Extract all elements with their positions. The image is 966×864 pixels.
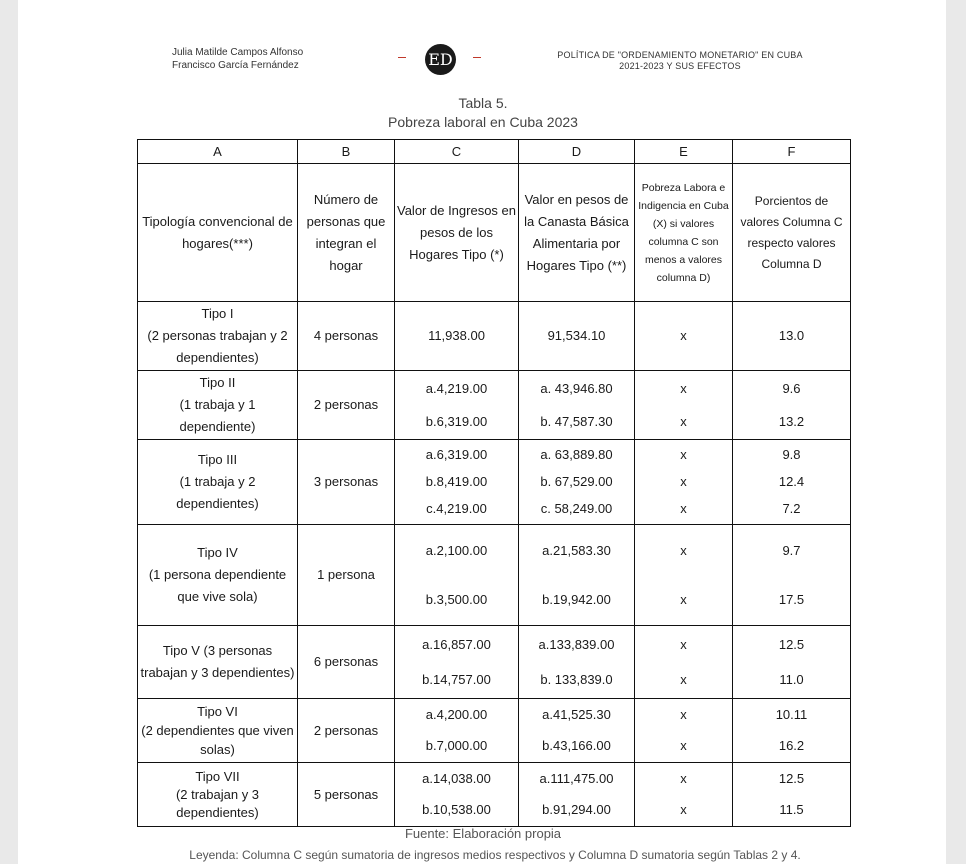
row-porciento xyxy=(733,371,851,440)
value-b: 11.5 xyxy=(779,801,804,817)
header-book-title xyxy=(540,50,820,72)
value-b: b. 67,529.00 xyxy=(540,473,613,489)
value-b: 16.2 xyxy=(778,737,805,753)
row-pobreza xyxy=(635,371,733,440)
value-a: a. 63,889.80 xyxy=(540,446,613,462)
value-a: 12.5 xyxy=(778,771,805,787)
logo-dash-right xyxy=(473,57,481,58)
header-valor-ingresos: Valor de Ingresos en pesos de los Hogares Tipo (*) xyxy=(395,164,519,302)
value-a: a. 43,946.80 xyxy=(540,380,613,396)
row-tipo: Tipo V (3 personas xyxy=(162,643,273,658)
value-b: 17.5 xyxy=(778,591,805,607)
value-a: 10.11 xyxy=(775,707,808,723)
table-row xyxy=(138,626,851,699)
value-a: a.16,857.00 xyxy=(422,636,491,652)
row-personas: 5 personas xyxy=(298,763,395,827)
row-ingresos xyxy=(395,371,519,440)
table-row xyxy=(138,699,851,763)
value-b: b.14,757.00 xyxy=(422,671,491,687)
poverty-table xyxy=(137,139,851,827)
row-pobreza xyxy=(635,763,733,827)
header-porcientos: Porcientos de valores Columna C respecto valores Columna D xyxy=(733,164,851,302)
table-source: Fuente: Elaboración propia xyxy=(404,826,562,841)
logo-text: ED xyxy=(428,50,453,69)
row-tipo: Tipo VI xyxy=(197,704,238,719)
table-title: Pobreza laboral en Cuba 2023 xyxy=(388,114,578,130)
row-personas: 6 personas xyxy=(298,626,395,699)
logo-dash-left xyxy=(398,57,406,58)
value-b: x xyxy=(680,591,687,607)
row-tipo: Tipo VII xyxy=(195,768,240,784)
value-b: x xyxy=(680,473,687,489)
row-tipo: Tipo IV xyxy=(197,545,238,560)
row-porciento xyxy=(733,763,851,827)
row-pobreza xyxy=(635,626,733,699)
value-b: b.8,419.00 xyxy=(425,473,488,489)
value-a: x xyxy=(680,542,687,558)
row-pobreza xyxy=(635,440,733,525)
col-letter-c: C xyxy=(395,140,519,164)
value-a: x xyxy=(680,380,687,396)
value-a: a.4,219.00 xyxy=(425,380,488,396)
value-c: c.4,219.00 xyxy=(426,501,487,517)
publisher-logo xyxy=(425,44,456,75)
row-canasta: 91,534.10 xyxy=(519,302,635,371)
row-desc: (1 persona dependiente que vive sola) xyxy=(148,567,287,604)
value-a: a.2,100.00 xyxy=(425,542,488,558)
row-ingresos xyxy=(395,699,519,763)
row-canasta xyxy=(519,371,635,440)
author-1: Julia Matilde Campos Alfonso xyxy=(172,47,304,58)
row-desc: (2 personas trabajan y 2 dependientes) xyxy=(147,328,288,365)
value-b: b.91,294.00 xyxy=(542,801,611,817)
value-b: 13.2 xyxy=(778,413,805,429)
value-a: x xyxy=(680,707,687,723)
row-ingresos xyxy=(395,440,519,525)
author-2: Francisco García Fernández xyxy=(172,60,299,71)
value-a: 9.6 xyxy=(782,380,801,396)
row-pobreza: x xyxy=(635,302,733,371)
header-numero-personas: Número de personas que integran el hogar xyxy=(298,164,395,302)
col-letter-f: F xyxy=(733,140,851,164)
table-row xyxy=(138,440,851,525)
row-canasta xyxy=(519,763,635,827)
value-a: a.111,475.00 xyxy=(539,771,614,787)
value-a: 9.7 xyxy=(782,542,801,558)
row-personas: 2 personas xyxy=(298,699,395,763)
row-ingresos xyxy=(395,626,519,699)
table-row xyxy=(138,763,851,827)
col-letter-e: E xyxy=(635,140,733,164)
value-a: x xyxy=(680,771,687,787)
row-canasta xyxy=(519,525,635,626)
row-canasta xyxy=(519,699,635,763)
row-desc: (1 trabaja y 2 dependientes) xyxy=(176,474,259,511)
value-a: 12.5 xyxy=(778,636,805,652)
row-tipo: Tipo I xyxy=(201,306,234,321)
value-b: b.10,538.00 xyxy=(422,801,491,817)
value-b: x xyxy=(680,801,687,817)
col-letter-d: D xyxy=(519,140,635,164)
row-desc: trabajan y 3 dependientes) xyxy=(140,665,295,680)
value-b: 12.4 xyxy=(778,473,805,489)
book-title-line-2: 2021-2023 Y SUS EFECTOS xyxy=(619,61,741,71)
table-row xyxy=(138,525,851,626)
col-letter-b: B xyxy=(298,140,395,164)
row-porciento xyxy=(733,699,851,763)
value-b: b. 133,839.0 xyxy=(540,671,613,687)
value-c: x xyxy=(680,501,687,517)
row-personas: 4 personas xyxy=(298,302,395,371)
row-tipologia xyxy=(138,302,298,371)
row-desc: (2 trabajan y 3 dependientes) xyxy=(175,786,260,820)
row-tipo: Tipo III xyxy=(197,452,238,467)
row-desc: (1 trabaja y 1 dependiente) xyxy=(179,397,256,434)
value-a: a.4,200.00 xyxy=(425,707,488,723)
row-ingresos xyxy=(395,525,519,626)
value-a: a.6,319.00 xyxy=(425,446,488,462)
row-porciento: 13.0 xyxy=(733,302,851,371)
value-a: 9.8 xyxy=(782,446,801,462)
header-authors xyxy=(172,46,303,72)
column-headers-row xyxy=(138,164,851,302)
value-b: b. 47,587.30 xyxy=(540,413,613,429)
row-ingresos: 11,938.00 xyxy=(395,302,519,371)
value-b: b.19,942.00 xyxy=(542,591,611,607)
row-tipologia xyxy=(138,440,298,525)
table-row xyxy=(138,302,851,371)
value-b: 11.0 xyxy=(779,671,804,687)
book-title-line-1: POLÍTICA DE "ORDENAMIENTO MONETARIO" EN CUBA xyxy=(557,50,803,60)
value-b: x xyxy=(680,737,687,753)
value-a: a.21,583.30 xyxy=(542,542,611,558)
value-a: a.133,839.00 xyxy=(538,636,615,652)
row-tipo: Tipo II xyxy=(199,375,236,390)
row-tipologia xyxy=(138,371,298,440)
value-b: x xyxy=(680,671,687,687)
header-valor-canasta: Valor en pesos de la Canasta Básica Alimentaria por Hogares Tipo (**) xyxy=(519,164,635,302)
row-canasta xyxy=(519,440,635,525)
header-pobreza: Pobreza Labora e Indigencia en Cuba (X) si valores columna C son menos a valores columna D) xyxy=(635,164,733,302)
row-porciento xyxy=(733,525,851,626)
value-c: 7.2 xyxy=(782,501,801,517)
header-tipologia: Tipología convencional de hogares(***) xyxy=(138,164,298,302)
row-personas: 1 persona xyxy=(298,525,395,626)
column-letters-row xyxy=(138,140,851,164)
row-desc: (2 dependientes que viven solas) xyxy=(141,723,294,757)
row-tipologia xyxy=(138,699,298,763)
row-personas: 3 personas xyxy=(298,440,395,525)
value-a: x xyxy=(680,446,687,462)
row-pobreza xyxy=(635,699,733,763)
value-b: b.6,319.00 xyxy=(425,413,488,429)
value-b: b.7,000.00 xyxy=(425,737,488,753)
row-ingresos xyxy=(395,763,519,827)
value-a: a.41,525.30 xyxy=(542,707,611,723)
row-pobreza xyxy=(635,525,733,626)
row-tipologia xyxy=(138,763,298,827)
value-a: a.14,038.00 xyxy=(422,771,491,787)
value-c: c. 58,249.00 xyxy=(540,501,613,517)
value-b: b.3,500.00 xyxy=(425,591,488,607)
row-canasta xyxy=(519,626,635,699)
row-tipologia xyxy=(138,525,298,626)
value-b: b.43,166.00 xyxy=(542,737,611,753)
value-a: x xyxy=(680,636,687,652)
row-porciento xyxy=(733,626,851,699)
value-b: x xyxy=(680,413,687,429)
table-row xyxy=(138,371,851,440)
row-porciento xyxy=(733,440,851,525)
table-label: Tabla 5. xyxy=(458,95,508,111)
table-legend: Leyenda: Columna C según sumatoria de ingresos medios respectivos y Columna D sumatoria según Tablas 2 y 4. xyxy=(189,848,801,862)
row-tipologia xyxy=(138,626,298,699)
col-letter-a: A xyxy=(138,140,298,164)
row-personas: 2 personas xyxy=(298,371,395,440)
